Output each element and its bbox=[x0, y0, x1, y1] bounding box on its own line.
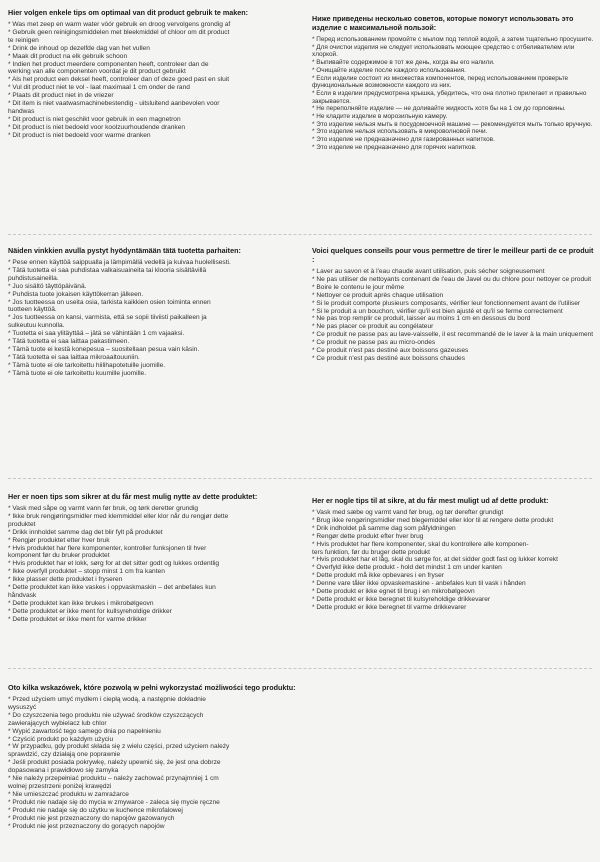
list-item: * Tuotetta ei saa ylitäyttää – jätä se vähintään 1 cm vajaaksi. bbox=[8, 330, 185, 338]
list-item: * Indien het product meerdere componenten heeft, controleer dan de bbox=[8, 60, 209, 68]
tips-list bbox=[8, 505, 300, 624]
list-item: * Dette produktet kan ikke vaskes i oppvaskmaskin – det anbefales kun bbox=[8, 584, 216, 592]
list-item: * Ikke overfyll produktet – stopp minst 1 cm fra kanten bbox=[8, 568, 165, 576]
list-item: sprawdzić, czy działają one poprawnie bbox=[8, 751, 121, 759]
list-item: * Dette produktet er ikke ment for kullsyreholdige drikker bbox=[8, 607, 172, 615]
list-item: produktet bbox=[8, 520, 36, 528]
list-item: * Dit item is niet vaatwasmachinebestendig - uitsluitend aanbevolen voor bbox=[8, 100, 220, 108]
list-item: * Gebruik geen reinigingsmiddelen met bleekmiddel of chloor om dit product bbox=[8, 28, 230, 36]
list-item: * Puhdista tuote jokaisen käyttökerran jälkeen. bbox=[8, 290, 144, 298]
list-item: * Dit product is niet bedoeld voor warme dranken bbox=[8, 131, 151, 139]
section-divider bbox=[8, 668, 592, 669]
list-item: * Denne vare tåler ikke opvaskemaskine - anbefales kun til vask i hånden bbox=[312, 580, 526, 588]
tips-list bbox=[312, 509, 594, 612]
list-item: * Do czyszczenia tego produktu nie używać środków czyszczących bbox=[8, 711, 204, 719]
list-item: * Не переполняйте изделие — не доливайте жидкость хотя бы на 1 см до горловины. bbox=[312, 105, 566, 113]
list-item: * Produkt nie jest przeznaczony do gorących napojów bbox=[8, 822, 165, 830]
list-item: * Очищайте изделие после каждого использования. bbox=[312, 66, 466, 74]
section-divider bbox=[8, 234, 592, 235]
list-item: * Rengør dette produkt efter hver brug bbox=[312, 532, 424, 540]
list-item: * Produkt nie jest przeznaczony do napojów gazowanych bbox=[8, 814, 175, 822]
list-item: * Plaats dit product niet in de vriezer bbox=[8, 92, 114, 100]
list-item: * Для очистки изделия не следует использовать моющее средство с отбеливателем или хлоркой. bbox=[312, 43, 575, 59]
list-item: * Drink de inhoud op dezelfde dag van het vullen bbox=[8, 44, 150, 52]
list-item: * Vul dit product niet te vol - laat maximaal 1 cm onder de rand bbox=[8, 84, 190, 92]
section-norwegian bbox=[8, 492, 300, 624]
list-item: * Si le produit a un bouchon, vérifier qu'il est bien ajusté et qu'il se ferme correctement bbox=[312, 307, 563, 315]
list-item: * Tämä tuote ei ole tarkoitettu kuumille juomille. bbox=[8, 369, 147, 377]
tips-list bbox=[8, 21, 300, 140]
list-item: * Drik indholdet på samme dag som påfyldningen bbox=[312, 524, 456, 532]
list-item: * Hvis produktet har et låg, skal du sørge for, at det sidder godt fast og lukker korrekt bbox=[312, 556, 558, 564]
list-item: * Juo sisältö täyttöpäivänä. bbox=[8, 282, 87, 290]
list-item: * Если в изделии предусмотрена крышка, убедитесь, что она плотно прилегает и правильно закрывается. bbox=[312, 89, 587, 105]
list-item: * Jos tuotteessa on kansi, varmista, että se sopii tiiviisti paikalleen ja bbox=[8, 314, 207, 322]
list-item: * Nettoyer ce produit après chaque utilisation bbox=[312, 291, 444, 299]
list-item: * Produkt nie nadaje się do użytku w kuchence mikrofalowej bbox=[8, 806, 183, 814]
list-item: * Ikke bruk rengjøringsmidler med klemmiddel eller klor når du rengjør dette bbox=[8, 512, 229, 520]
list-item: * Dette produkt er ikke beregnet til varme drikkevarer bbox=[312, 603, 467, 611]
list-item: * Hvis produktet har flere komponenter, skal du kontrollere alle komponen- bbox=[312, 540, 529, 548]
list-item: * Vask med sæbe og varmt vand før brug, og tør derefter grundigt bbox=[312, 509, 504, 516]
section-french bbox=[312, 246, 594, 363]
list-item: * Ne pas utiliser de nettoyants contenant de l'eau de Javel ou du chlore pour nettoyer ce produit bbox=[312, 275, 592, 283]
section-danish bbox=[312, 496, 594, 612]
list-item: handwas bbox=[8, 107, 35, 115]
list-item: * Produkt nie nadaje się do mycia w zmywarce - zaleca się mycie ręczne bbox=[8, 798, 220, 806]
list-item: puhdistusaineilla. bbox=[8, 274, 59, 282]
section-heading: Näiden vinkkien avulla pystyt hyödyntämään tätä tuotetta parhaiten: bbox=[8, 246, 241, 255]
list-item: * Выпивайте содержимое в тот же день, когда вы его налили. bbox=[312, 59, 495, 67]
list-item: * Tätä tuotetta ei saa puhdistaa valkaisuaineita tai klooria sisältävillä bbox=[8, 266, 207, 274]
list-item: * Jos tuotteessa on useita osia, tarkista kaikkien osien toiminta ennen bbox=[8, 298, 211, 306]
list-item: * Tätä tuotetta ei saa laittaa mikroaaltouuniin. bbox=[8, 353, 140, 361]
tips-list bbox=[312, 268, 594, 363]
list-item: * Tämä tuote ei kestä konepesua – suositellaan pesua vain käsin. bbox=[8, 345, 200, 353]
section-finnish bbox=[8, 246, 300, 378]
list-item: * Dit product is niet bedoeld voor koolzuurhoudende dranken bbox=[8, 123, 186, 131]
list-item: * Laver au savon et à l'eau chaude avant utilisation, puis sécher soigneusement bbox=[312, 268, 545, 275]
tips-list bbox=[8, 696, 308, 830]
list-item: * Перед использованием промойте с мылом под теплой водой, а затем тщательно просушите. bbox=[312, 36, 594, 43]
section-heading: Oto kilka wskazówek, które pozwolą w pełni wykorzystać możliwości tego produktu: bbox=[8, 683, 296, 692]
list-item: * Ikke plasser dette produktet i fryseren bbox=[8, 576, 123, 584]
list-item: zawierających wybielacz lub chlor bbox=[8, 719, 107, 727]
list-item: * W przypadku, gdy produkt składa się z wielu części, przed użyciem należy bbox=[8, 743, 230, 751]
list-item: dopasowana i prawidłowo się zamyka bbox=[8, 767, 119, 775]
list-item: * Это изделие не предназначено для газированных напитков. bbox=[312, 136, 495, 144]
list-item: ters funktion, før du bruger dette produkt bbox=[312, 548, 431, 556]
list-item: * Brug ikke rengøringsmidler med blegemiddel eller klor til at rengøre dette produkt bbox=[312, 516, 554, 524]
list-item: * Не кладите изделие в морозильную камеру. bbox=[312, 113, 448, 121]
section-russian bbox=[312, 14, 594, 152]
list-item: tuotteen käyttöä. bbox=[8, 306, 57, 314]
section-polish bbox=[8, 683, 308, 830]
list-item: * Dit product is niet geschikt voor gebruik in een magnetron bbox=[8, 115, 181, 123]
list-item: * Nie należy przepełniać produktu – należy zachować przynajmniej 1 cm bbox=[8, 775, 219, 783]
list-item: * Was met zeep en warm water vóór gebruik en droog vervolgens grondig af bbox=[8, 21, 231, 28]
list-item: * Ce produit n'est pas destiné aux boissons gazeuses bbox=[312, 347, 469, 355]
list-item: * Это изделие нельзя мыть в посудомоечной машине — рекомендуется мыть только вручную. bbox=[312, 120, 593, 128]
list-item: * Hvis produktet har flere komponenter, kontroller funksjonen til hver bbox=[8, 544, 207, 552]
list-item: * Przed użyciem umyć mydłem i ciepłą wodą, a następnie dokładnie bbox=[8, 696, 206, 703]
list-item: * Si le produit comporte plusieurs composants, vérifier leur fonctionnement avant de l'utiliser bbox=[312, 299, 581, 307]
list-item: * Nie umieszczać produktu w zamrażarce bbox=[8, 790, 129, 798]
list-item: * Ce produit ne passe pas au lave-vaisselle, il est recommandé de le laver à la main uniquement bbox=[312, 331, 594, 339]
list-item: * Dette produktet er ikke ment for varme drikker bbox=[8, 615, 147, 623]
list-item: wolnej przestrzeni poniżej krawędzi bbox=[8, 782, 112, 790]
list-item: wysuszyć bbox=[8, 703, 37, 711]
section-divider bbox=[8, 478, 592, 479]
list-item: * Hvis produktet har et lokk, sørg for at det sitter godt og lukkes ordentlig bbox=[8, 560, 220, 568]
list-item: * Это изделие не предназначено для горячих напитков. bbox=[312, 143, 477, 151]
list-item: * Pese ennen käyttöä saippualla ja lämpimällä vedellä ja kuivaa huolellisesti. bbox=[8, 259, 231, 266]
list-item: * Overfyld ikke dette produkt - hold det mindst 1 cm under kanten bbox=[312, 564, 502, 572]
tips-list bbox=[8, 259, 300, 378]
list-item: * Если изделие состоит из множества компонентов, перед использованием проверьте функциональные возможности каждого из них. bbox=[312, 74, 569, 90]
section-heading: Ниже приведены несколько советов, которые помогут использовать это изделие с максимальной пользой: bbox=[312, 14, 574, 32]
list-item: * Jeśli produkt posiada pokrywkę, należy upewnić się, że jest ona dobrze bbox=[8, 759, 221, 767]
list-item: * Wypić zawartość tego samego dnia po napełnieniu bbox=[8, 727, 161, 735]
list-item: * Vask med såpe og varmt vann før bruk, og tørk deretter grundig bbox=[8, 505, 199, 512]
list-item: * Ne pas trop remplir ce produit, laisser au moins 1 cm en dessous du bord bbox=[312, 315, 531, 323]
list-item: * Это изделие нельзя использовать в микроволновой печи. bbox=[312, 128, 488, 136]
list-item: * Dette produktet kan ikke brukes i mikrobølgeovn bbox=[8, 599, 154, 607]
section-heading: Voici quelques conseils pour vous permettre de tirer le meilleur parti de ce produit : bbox=[312, 246, 594, 264]
list-item: * Dette produkt må ikke opbevares i en fryser bbox=[312, 572, 444, 580]
list-item: te reinigen bbox=[8, 36, 39, 44]
list-item: * Maak dit product na elk gebruik schoon bbox=[8, 52, 128, 60]
list-item: werking van alle componenten voordat je dit product gebruikt bbox=[8, 68, 186, 76]
list-item: sulkeutuu kunnolla. bbox=[8, 322, 65, 330]
tips-list bbox=[312, 36, 594, 152]
list-item: * Ne pas placer ce produit au congélateur bbox=[312, 323, 434, 331]
list-item: * Rengjør produktet etter hver bruk bbox=[8, 536, 110, 544]
section-dutch bbox=[8, 8, 300, 140]
section-heading: Her er noen tips som sikrer at du får mest mulig nytte av dette produktet: bbox=[8, 492, 258, 501]
list-item: * Als het product een deksel heeft, controleer dan of deze goed past en sluit bbox=[8, 76, 230, 84]
list-item: * Boire le contenu le jour même bbox=[312, 283, 404, 291]
list-item: håndvask bbox=[8, 591, 37, 599]
list-item: * Dette produkt er ikke egnet til brug i en mikrobølgeovn bbox=[312, 588, 475, 596]
list-item: * Tätä tuotetta ei saa laittaa pakastimeen. bbox=[8, 338, 130, 346]
list-item: komponent før du bruker produktet bbox=[8, 552, 110, 560]
list-item: * Czyścić produkt po każdym użyciu bbox=[8, 735, 114, 743]
section-heading: Her er nogle tips til at sikre, at du får mest muligt ud af dette produkt: bbox=[312, 496, 549, 505]
list-item: * Tämä tuote ei ole tarkoitettu hiilihapotetuille juomille. bbox=[8, 361, 166, 369]
list-item: * Dette produkt er ikke beregnet til kulsyreholdige drikkevarer bbox=[312, 595, 491, 603]
list-item: * Ce produit ne passe pas au micro-ondes bbox=[312, 339, 436, 347]
list-item: * Drikk innholdet samme dag det blir fylt på produktet bbox=[8, 528, 163, 536]
list-item: * Ce produit n'est pas destiné aux boissons chaudes bbox=[312, 354, 466, 362]
section-heading: Hier volgen enkele tips om optimaal van dit product gebruik te maken: bbox=[8, 8, 249, 17]
